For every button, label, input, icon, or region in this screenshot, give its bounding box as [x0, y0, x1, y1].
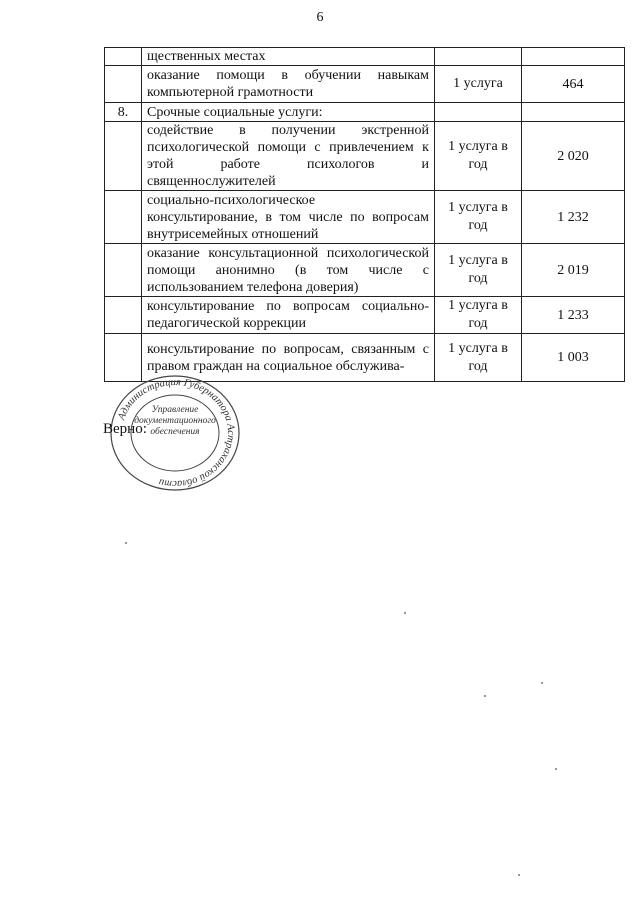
row-number [105, 244, 142, 297]
service-price: 2 020 [522, 122, 625, 191]
service-description: оказание консультационной психологической помощи анонимно (в том числе с использованием телефона доверия) [142, 244, 435, 297]
service-unit: 1 услуга в год [435, 244, 522, 297]
service-description: оказание помощи в обучении навыкам компьютерной грамотности [142, 66, 435, 103]
stamp-center-text: Управление документационного обеспечения [134, 405, 216, 437]
service-price: 2 019 [522, 244, 625, 297]
service-description: содействие в получении экстренной психологической помощи с привлечением к этой работе психологов и священнослужителей [142, 122, 435, 191]
row-number [105, 66, 142, 103]
service-unit: 1 услуга [435, 66, 522, 103]
table-row [105, 122, 625, 191]
row-number [105, 191, 142, 244]
service-price: 1 233 [522, 297, 625, 334]
table-row-group [105, 103, 625, 122]
table-row [105, 66, 625, 103]
service-unit: 1 услуга в год [435, 122, 522, 191]
table-row [105, 48, 625, 66]
row-number [105, 297, 142, 334]
service-price [522, 48, 625, 66]
row-number: 8. [105, 103, 142, 122]
service-unit [435, 48, 522, 66]
service-price: 1 003 [522, 334, 625, 382]
row-number [105, 48, 142, 66]
service-unit: 1 услуга в год [435, 191, 522, 244]
service-description: социально-психологическое консультирование, в том числе по вопросам внутрисемейных отношений [142, 191, 435, 244]
table-row [105, 297, 625, 334]
service-price [522, 103, 625, 122]
page-number: 6 [316, 10, 324, 25]
services-table [104, 47, 625, 382]
stamp-ring-text: Администрация Губернатора Астраханской области [116, 376, 237, 490]
table-row [105, 191, 625, 244]
service-description: консультирование по вопросам, связанным с правом граждан на социальное обслужива- [142, 334, 435, 382]
service-price: 1 232 [522, 191, 625, 244]
service-unit: 1 услуга в год [435, 334, 522, 382]
table-row [105, 244, 625, 297]
service-unit: 1 услуга в год [435, 297, 522, 334]
group-title: Срочные социальные услуги: [142, 103, 435, 122]
service-unit [435, 103, 522, 122]
certification-label: Верно: [103, 421, 147, 437]
row-number [105, 122, 142, 191]
service-description: консультирование по вопросам социально-педагогической коррекции [142, 297, 435, 334]
service-description: щественных местах [142, 48, 435, 66]
service-price: 464 [522, 66, 625, 103]
